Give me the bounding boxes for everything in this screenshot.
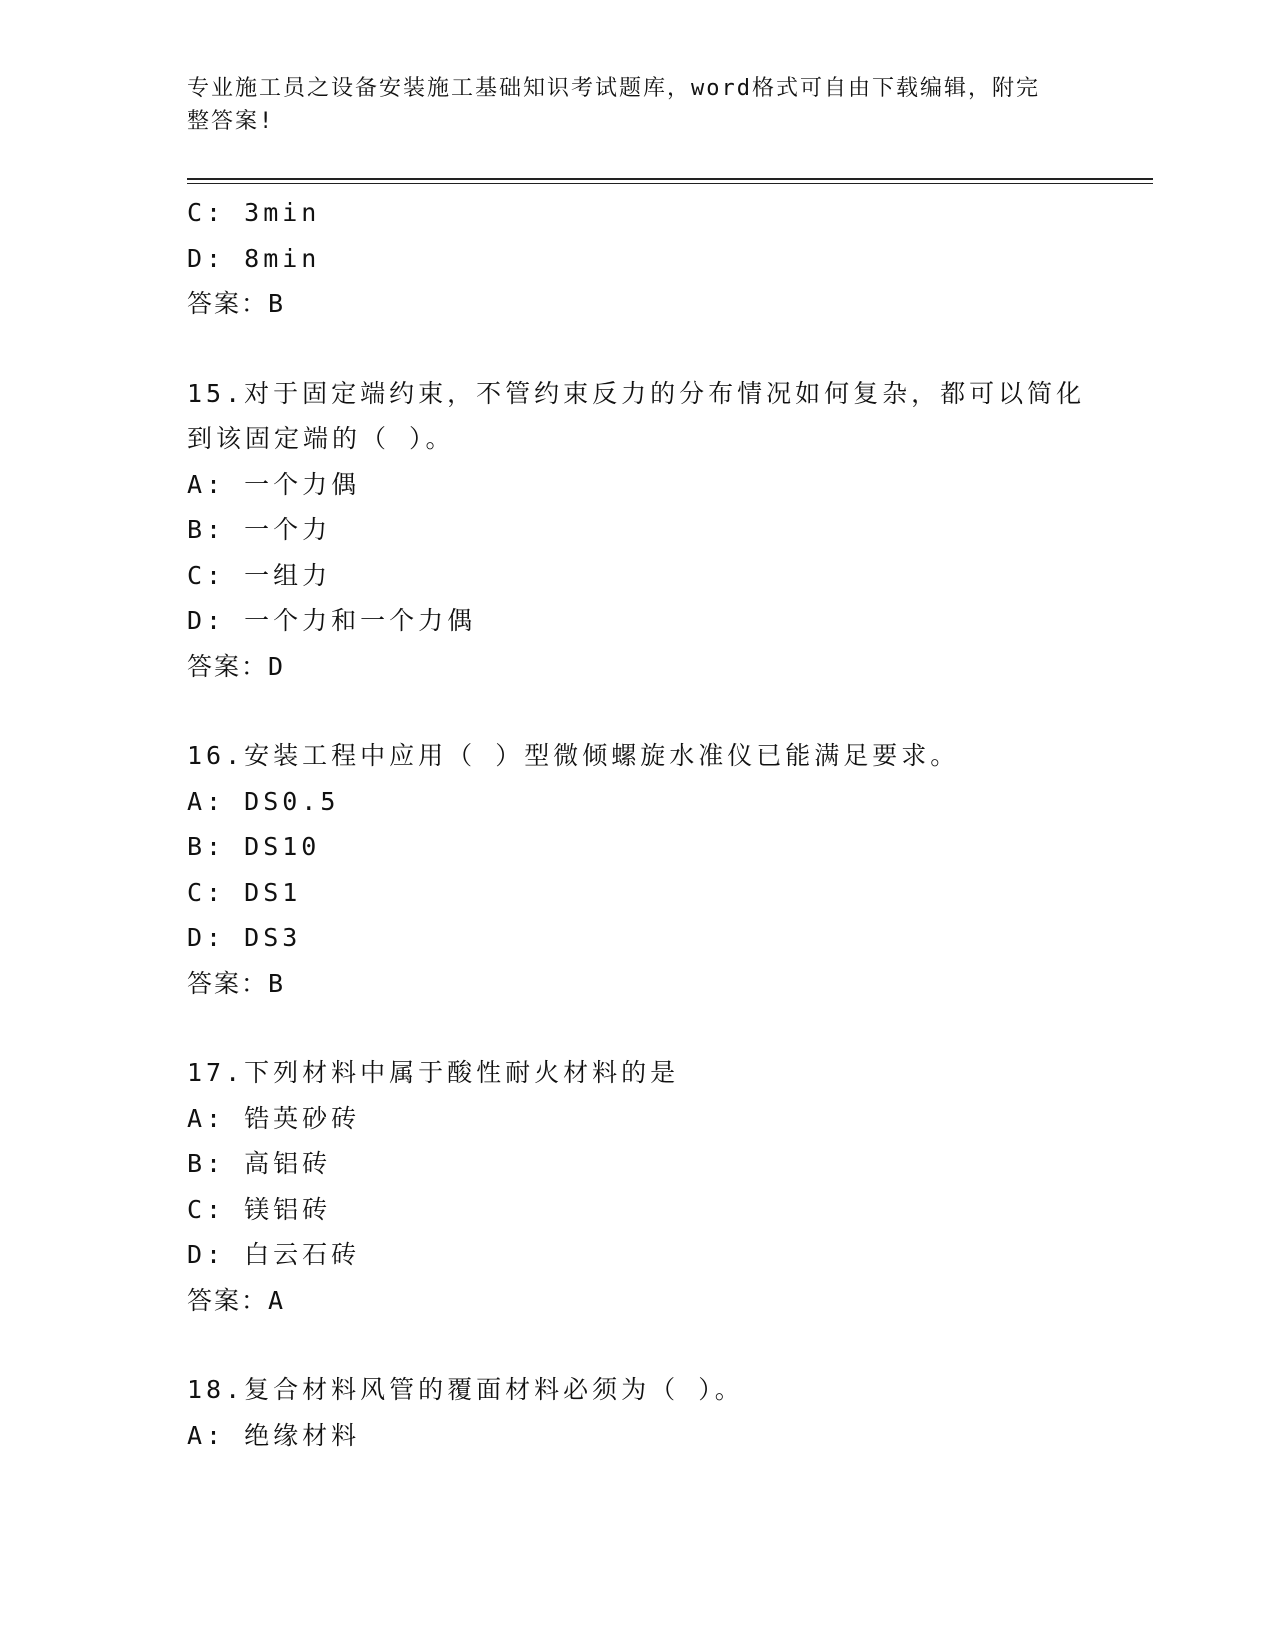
header-divider-thin — [187, 183, 1153, 184]
q17-option-b: B: 高铝砖 — [187, 1149, 332, 1178]
question-18 — [187, 1367, 1087, 1458]
q14-option-d: D: 8min — [187, 243, 321, 273]
q16-option-d: D: DS3 — [187, 923, 302, 952]
q18-option-a: A: 绝缘材料 — [187, 1420, 361, 1450]
header-divider-thick — [187, 178, 1153, 180]
question-15 — [187, 371, 1087, 690]
question-16 — [187, 733, 1087, 1006]
q15-option-a: A: 一个力偶 — [187, 469, 361, 499]
q15-stem-line-1: 15.对于固定端约束，不管约束反力的分布情况如何复杂，都可以简化 — [187, 378, 1086, 408]
q16-option-c: C: DS1 — [187, 877, 302, 907]
q15-option-c: C: 一组力 — [187, 560, 332, 590]
q14-option-c: C: 3min — [187, 198, 321, 227]
q15-answer: 答案：D — [187, 651, 286, 681]
document-header — [187, 72, 1067, 138]
q16-option-b: B: DS10 — [187, 832, 321, 861]
q16-answer: 答案：B — [187, 968, 286, 998]
q18-stem: 18.复合材料风管的覆面材料必须为（ ）。 — [187, 1375, 744, 1404]
q17-stem: 17.下列材料中属于酸性耐火材料的是 — [187, 1058, 680, 1087]
q17-answer: 答案：A — [187, 1285, 286, 1315]
header-line-1: 专业施工员之设备安装施工基础知识考试题库，word格式可自由下载编辑，附完 — [187, 76, 1040, 101]
q15-stem-line-2: 到该固定端的（ ）。 — [187, 424, 455, 453]
question-list — [187, 190, 1087, 1458]
q14-answer: 答案：B — [187, 289, 286, 318]
q16-stem: 16.安装工程中应用（ ）型微倾螺旋水准仪已能满足要求。 — [187, 741, 960, 770]
q17-option-c: C: 镁铝砖 — [187, 1194, 332, 1224]
question-14-tail — [187, 190, 1087, 327]
question-17 — [187, 1050, 1087, 1323]
q17-option-d: D: 白云石砖 — [187, 1240, 361, 1269]
q15-option-b: B: 一个力 — [187, 515, 332, 544]
header-line-2: 整答案! — [187, 109, 275, 134]
q15-option-d: D: 一个力和一个力偶 — [187, 606, 477, 635]
q17-option-a: A: 锆英砂砖 — [187, 1103, 361, 1133]
q16-option-a: A: DS0.5 — [187, 786, 340, 816]
